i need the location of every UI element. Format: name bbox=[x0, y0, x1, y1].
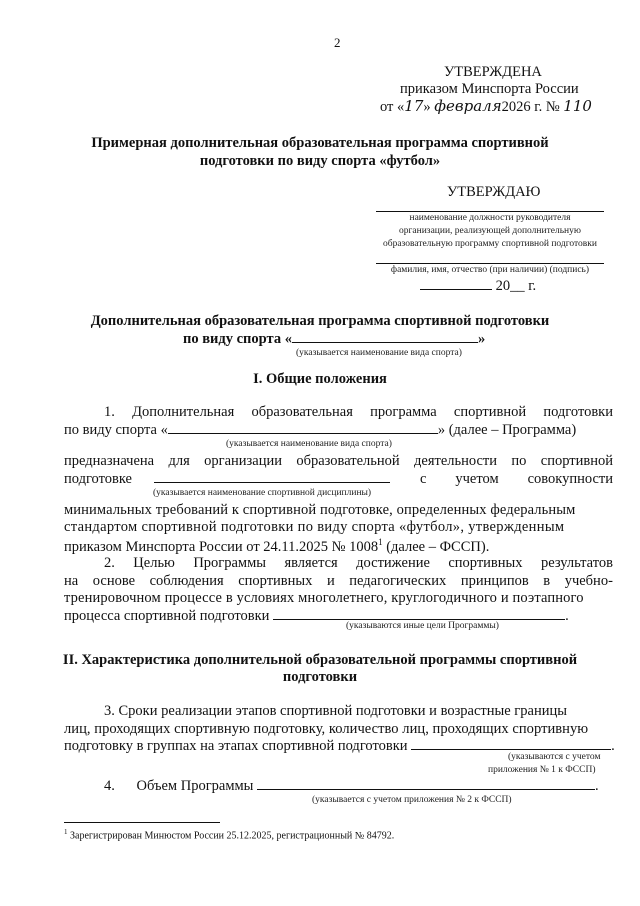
doc-title-line-2: подготовки по виду спорта «футбол» bbox=[199, 153, 441, 169]
footnote-ref: 1 bbox=[378, 537, 383, 547]
p2-caption: (указываются иные цели Программы) bbox=[346, 621, 499, 631]
program-caption: (указывается наименование вида спорта) bbox=[296, 348, 462, 358]
p1-word: организации bbox=[204, 453, 282, 469]
p1-line-4a bbox=[64, 471, 390, 488]
p2-number: 2. bbox=[104, 555, 115, 571]
program-sport-line bbox=[292, 331, 478, 343]
p1-l7-b: (далее – ФССП). bbox=[382, 538, 490, 555]
section-1-heading: I. Общие положения bbox=[253, 371, 387, 387]
p1-line-3 bbox=[64, 453, 613, 470]
footnote-rule bbox=[64, 822, 220, 823]
p2-word: достижение bbox=[356, 555, 430, 571]
p1-line-4b bbox=[420, 471, 613, 488]
approval-title: УТВЕРЖДЕНА bbox=[444, 64, 542, 80]
program-title-line-2 bbox=[183, 331, 485, 348]
p1-word: деятельности bbox=[414, 453, 498, 469]
affirm-caption-1c: образовательную программу спортивной подготовки bbox=[382, 239, 597, 249]
p2-goals-line bbox=[273, 608, 565, 620]
date-mid: » bbox=[423, 99, 431, 115]
date-year: 2026 г. № bbox=[501, 99, 560, 115]
p3-line-1: 3. Сроки реализации этапов спортивной подготовки и возрастные границы bbox=[104, 703, 567, 719]
page-number: 2 bbox=[334, 35, 341, 50]
p1-word: по bbox=[511, 453, 527, 469]
p2-word: в bbox=[543, 573, 551, 589]
p2-word: и bbox=[326, 573, 335, 589]
approval-date bbox=[380, 97, 592, 116]
p1-discipline-line bbox=[154, 471, 390, 483]
p2-line-2 bbox=[64, 573, 613, 590]
p2-word: принципов bbox=[460, 573, 529, 589]
p2-word: является bbox=[284, 555, 338, 571]
p3-groups-line bbox=[411, 738, 611, 750]
p1-line-6: стандартом спортивной подготовки по виду спорта «футбол», утвержденным bbox=[64, 519, 565, 535]
p2-word: учебно- bbox=[564, 573, 613, 589]
p4-volume-line bbox=[257, 778, 595, 790]
affirm-caption-1a: наименование должности руководителя bbox=[409, 213, 571, 223]
p3-caption-1: (указываются с учетом bbox=[508, 752, 601, 762]
p1-l2-a: по виду спорта « bbox=[64, 422, 168, 438]
p1-word: программа bbox=[370, 404, 437, 420]
p2-word: основе bbox=[92, 573, 136, 589]
affirm-caption-2: фамилия, имя, отчество (при наличии) (подпись) bbox=[390, 265, 590, 275]
p1-l2-b: » (далее – Программа) bbox=[437, 422, 577, 438]
handwritten-number: 110 bbox=[563, 97, 592, 115]
p1-word: подготовки bbox=[543, 404, 613, 420]
approval-by: приказом Минспорта России bbox=[400, 81, 579, 97]
p1-word: учетом bbox=[455, 471, 499, 487]
footnote bbox=[64, 828, 394, 841]
p1-line-2 bbox=[64, 422, 576, 439]
p3-line-3: подготовку в группах на этапах спортивной подготовки . bbox=[64, 738, 615, 754]
footnote-marker: 1 bbox=[64, 828, 68, 836]
program-title-2a: по виду спорта « bbox=[183, 331, 292, 347]
p4-text: Объем Программы bbox=[136, 778, 254, 794]
section-2-heading-1: II. Характеристика дополнительной образовательной программы спортивной bbox=[62, 652, 578, 668]
doc-title-line-1: Примерная дополнительная образовательная программа спортивной bbox=[91, 135, 549, 151]
p1-line-1 bbox=[104, 404, 613, 421]
p1-number: 1. bbox=[104, 404, 115, 420]
date-prefix: от « bbox=[380, 99, 405, 115]
handwritten-day: 17 bbox=[404, 97, 424, 115]
p1-caption-2: (указывается наименование спортивной дисциплины) bbox=[153, 488, 372, 498]
p2-line-4: процесса спортивной подготовки . bbox=[64, 608, 569, 624]
affirm-position-line bbox=[376, 211, 604, 212]
p2-word: спортивных bbox=[448, 555, 523, 571]
p1-word: совокупности bbox=[527, 471, 613, 487]
affirm-caption-1b: организации, реализующей дополнительную bbox=[399, 226, 581, 236]
affirm-date bbox=[420, 278, 536, 295]
p1-word: образовательной bbox=[296, 453, 400, 469]
handwritten-month: февраля bbox=[434, 97, 502, 115]
p1-word: образовательная bbox=[251, 404, 353, 420]
p3-caption-2: приложения № 1 к ФССП) bbox=[488, 765, 596, 775]
p3-line-2: лиц, проходящих спортивную подготовку, количество лиц, проходящих спортивную bbox=[64, 721, 589, 737]
p1-sport-line bbox=[168, 422, 438, 434]
p2-line-1 bbox=[104, 555, 613, 572]
p1-word: для bbox=[168, 453, 190, 469]
p1-word: спортивной bbox=[540, 453, 613, 469]
program-title-2b: » bbox=[477, 331, 486, 347]
p2-word: педагогических bbox=[349, 573, 447, 589]
section-2-heading-2: подготовки bbox=[282, 669, 358, 685]
p1-l7-a: приказом Минспорта России от 24.11.2025 № 1008 bbox=[64, 538, 379, 555]
p1-word: предназначена bbox=[64, 453, 155, 469]
program-title-line-1: Дополнительная образовательная программа спортивной подготовки bbox=[90, 313, 550, 329]
p2-word: на bbox=[64, 573, 79, 589]
affirm-title: УТВЕРЖДАЮ bbox=[447, 184, 541, 200]
p2-word: результатов bbox=[540, 555, 613, 571]
p1-word: Дополнительная bbox=[132, 404, 235, 420]
p3-l3-text: подготовку в группах на этапах спортивной подготовки bbox=[64, 738, 408, 754]
p4-number: 4. bbox=[104, 778, 115, 794]
p2-l4-text: процесса спортивной подготовки bbox=[64, 608, 270, 624]
affirm-name-line bbox=[376, 263, 604, 264]
p2-line-3: тренировочном процессе в условиях многолетнего, круглогодичного и поэтапного bbox=[64, 590, 584, 606]
affirm-date-line bbox=[420, 278, 492, 290]
p1-caption-1: (указывается наименование вида спорта) bbox=[226, 439, 392, 449]
p2-word: Программы bbox=[193, 555, 267, 571]
footnote-text: Зарегистрирован Минюстом России 25.12.2025, регистрационный № 84792. bbox=[67, 830, 395, 842]
p2-word: соблюдения bbox=[149, 573, 224, 589]
affirm-year: 20__ г. bbox=[495, 278, 537, 294]
p2-word: спортивных bbox=[238, 573, 313, 589]
p1-word: с bbox=[420, 471, 427, 487]
p2-word: Целью bbox=[133, 555, 175, 571]
p4-caption: (указывается с учетом приложения № 2 к ФССП) bbox=[312, 795, 512, 805]
p1-line-7 bbox=[64, 537, 489, 556]
p4-line: 4. Объем Программы . bbox=[104, 778, 599, 794]
p1-l4-a: подготовке bbox=[64, 471, 132, 487]
p1-line-5: минимальных требований к спортивной подготовке, определенных федеральным bbox=[64, 502, 576, 518]
p1-word: спортивной bbox=[453, 404, 527, 420]
